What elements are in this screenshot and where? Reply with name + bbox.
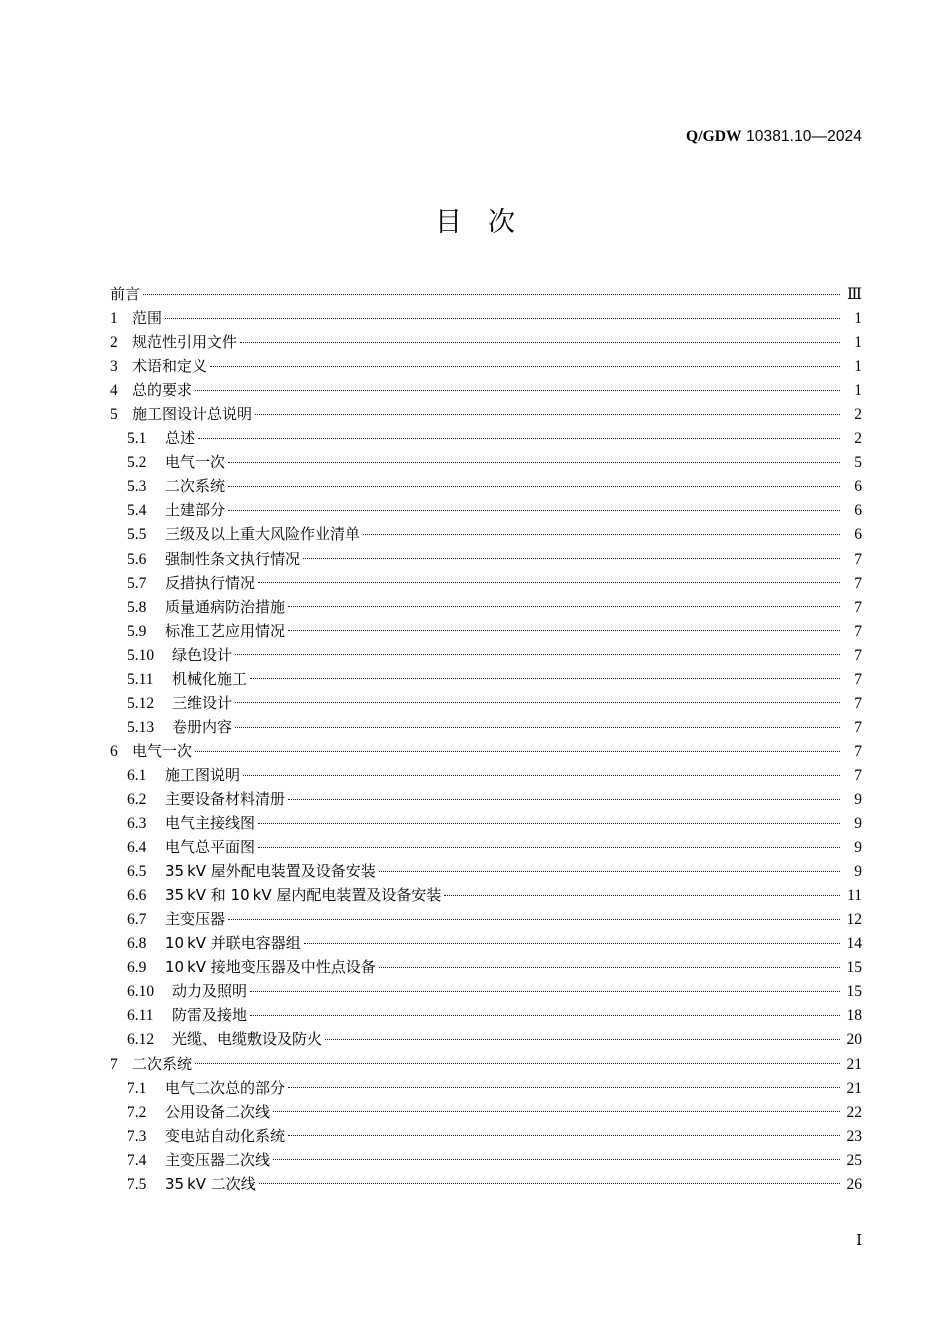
toc-entry-number: 5.5 xyxy=(127,526,147,544)
toc-entry-page: 21 xyxy=(846,1079,862,1097)
toc-entry[interactable] xyxy=(110,956,862,980)
toc-entry-page: 26 xyxy=(846,1175,862,1193)
document-header xyxy=(88,128,862,146)
toc-entry-page: 7 xyxy=(854,694,862,712)
toc-entry-label: 变电站自动化系统 xyxy=(165,1126,286,1145)
toc-leader-dots xyxy=(379,861,840,877)
toc-entry-number: 5.11 xyxy=(127,670,154,688)
toc-entry[interactable] xyxy=(110,475,862,499)
toc-entry-page: 6 xyxy=(854,478,862,496)
toc-leader-dots xyxy=(210,356,840,372)
toc-entry-label: 主变压器 xyxy=(165,910,226,929)
toc-entry[interactable] xyxy=(110,644,862,668)
toc-entry-label: 反措执行情况 xyxy=(165,573,256,592)
toc-entry[interactable] xyxy=(110,1053,862,1077)
toc-leader-dots xyxy=(235,644,840,660)
toc-entry-label: 10 kV 接地变压器及中性点设备 xyxy=(165,958,376,977)
toc-entry-label: 35 kV 和 10 kV 屋内配电装置及设备安装 xyxy=(165,886,442,905)
toc-leader-dots xyxy=(363,524,840,540)
toc-leader-dots xyxy=(259,1173,840,1189)
toc-entry[interactable] xyxy=(110,908,862,932)
toc-entry-number: 6.1 xyxy=(127,766,147,784)
toc-entry-label: 施工图设计总说明 xyxy=(132,405,253,424)
toc-entry-label: 施工图说明 xyxy=(165,765,241,784)
toc-entry[interactable] xyxy=(110,283,862,307)
toc-leader-dots xyxy=(235,716,840,732)
toc-entry[interactable] xyxy=(110,331,862,355)
toc-entry-number: 6.5 xyxy=(127,863,147,881)
toc-entry[interactable] xyxy=(110,716,862,740)
toc-entry-label: 土建部分 xyxy=(165,501,226,520)
toc-entry-number: 7.2 xyxy=(127,1103,147,1121)
toc-entry-number: 5.3 xyxy=(127,478,147,496)
toc-entry[interactable] xyxy=(110,572,862,596)
toc-entry-label: 主变压器二次线 xyxy=(165,1150,271,1169)
toc-entry-label: 绿色设计 xyxy=(172,645,233,664)
toc-entry-label: 强制性条文执行情况 xyxy=(165,549,301,568)
toc-entry-page: 14 xyxy=(846,935,862,953)
toc-entry-label: 范围 xyxy=(132,309,163,328)
toc-entry[interactable] xyxy=(110,860,862,884)
toc-entry-number: 5.13 xyxy=(127,718,155,736)
toc-entry-label: 质量通病防治措施 xyxy=(165,597,286,616)
toc-entry-page: 1 xyxy=(854,358,862,376)
toc-entry-page: 21 xyxy=(846,1055,862,1073)
toc-entry[interactable] xyxy=(110,932,862,956)
toc-leader-dots xyxy=(288,620,840,636)
toc-entry-number: 5.2 xyxy=(127,454,147,472)
toc-leader-dots xyxy=(228,452,840,468)
toc-entry-number: 2 xyxy=(110,334,118,352)
toc-entry-number: 5.7 xyxy=(127,574,147,592)
toc-entry-number: 6 xyxy=(110,742,118,760)
toc-entry-label: 公用设备二次线 xyxy=(165,1102,271,1121)
toc-entry-number: 7.3 xyxy=(127,1127,147,1145)
toc-entry-label: 动力及照明 xyxy=(172,982,248,1001)
toc-leader-dots xyxy=(165,308,840,324)
standard-brand: Q/GDW xyxy=(686,128,742,145)
toc-leader-dots xyxy=(379,957,840,973)
toc-entry-page: 7 xyxy=(854,598,862,616)
toc-leader-dots xyxy=(288,1125,840,1141)
toc-leader-dots xyxy=(288,1077,840,1093)
toc-entry[interactable] xyxy=(110,764,862,788)
toc-leader-dots xyxy=(228,500,840,516)
toc-entry-number: 5 xyxy=(110,406,118,424)
toc-entry[interactable] xyxy=(110,1125,862,1149)
toc-entry-label: 电气主接线图 xyxy=(165,814,256,833)
toc-entry-label: 总的要求 xyxy=(132,381,193,400)
toc-entry-label: 电气一次 xyxy=(132,741,193,760)
toc-entry[interactable] xyxy=(110,788,862,812)
toc-leader-dots xyxy=(243,764,840,780)
toc-leader-dots xyxy=(240,332,840,348)
toc-entry-number: 6.10 xyxy=(127,983,155,1001)
toc-entry-number: 7.4 xyxy=(127,1151,147,1169)
toc-leader-dots xyxy=(288,788,840,804)
toc-entry-page: 20 xyxy=(846,1031,862,1049)
toc-entry-page: 7 xyxy=(854,550,862,568)
toc-entry[interactable] xyxy=(110,451,862,475)
toc-entry-page: 7 xyxy=(854,574,862,592)
toc-entry[interactable] xyxy=(110,355,862,379)
toc-entry-label: 规范性引用文件 xyxy=(132,333,238,352)
toc-leader-dots xyxy=(325,1029,840,1045)
toc-entry-number: 6.6 xyxy=(127,887,147,905)
toc-entry[interactable] xyxy=(110,1028,862,1052)
toc-entry-page: 6 xyxy=(854,526,862,544)
toc-entry-number: 6.2 xyxy=(127,790,147,808)
toc-leader-dots xyxy=(273,1149,840,1165)
toc-entry-page: 2 xyxy=(854,430,862,448)
toc-entry-number: 7.5 xyxy=(127,1175,147,1193)
toc-entry-number: 4 xyxy=(110,382,118,400)
toc-entry-label: 标准工艺应用情况 xyxy=(165,621,286,640)
toc-entry-number: 6.3 xyxy=(127,815,147,833)
toc-entry-number: 5.12 xyxy=(127,694,155,712)
toc-entry[interactable] xyxy=(110,499,862,523)
toc-leader-dots xyxy=(195,380,840,396)
toc-entry[interactable] xyxy=(110,620,862,644)
standard-code: 10381.10—2024 xyxy=(741,128,862,145)
toc-entry-page: 5 xyxy=(854,454,862,472)
toc-entry[interactable] xyxy=(110,1077,862,1101)
toc-entry[interactable] xyxy=(110,668,862,692)
page-footer: Ⅰ xyxy=(856,1233,862,1249)
toc-entry[interactable] xyxy=(110,1004,862,1028)
toc-entry-label: 35 kV 二次线 xyxy=(165,1174,256,1193)
toc-entry-number: 6.8 xyxy=(127,935,147,953)
toc-entry-number: 5.8 xyxy=(127,598,147,616)
toc-entry-page: 7 xyxy=(854,718,862,736)
toc-entry-number: 7.1 xyxy=(127,1079,147,1097)
toc-entry-label: 电气一次 xyxy=(165,453,226,472)
toc-entry-page: 7 xyxy=(854,622,862,640)
toc-entry-number: 5.9 xyxy=(127,622,147,640)
toc-entry-number: 3 xyxy=(110,358,118,376)
toc-entry-page: 9 xyxy=(854,815,862,833)
toc-leader-dots xyxy=(304,933,840,949)
toc-leader-dots xyxy=(143,284,840,300)
toc-entry-page: 11 xyxy=(847,887,862,905)
toc-entry-page: 22 xyxy=(846,1103,862,1121)
toc-entry-page: 23 xyxy=(846,1127,862,1145)
toc-entry-label: 二次系统 xyxy=(132,1054,193,1073)
toc-entry[interactable] xyxy=(110,523,862,547)
toc-entry-number: 6.4 xyxy=(127,839,147,857)
toc-entry-number: 6.9 xyxy=(127,959,147,977)
toc-entry-label: 三维设计 xyxy=(172,693,233,712)
toc-entry-label: 三级及以上重大风险作业清单 xyxy=(165,525,361,544)
toc-entry[interactable] xyxy=(110,548,862,572)
toc-entry[interactable] xyxy=(110,1101,862,1125)
toc-leader-dots xyxy=(195,1053,840,1069)
toc-entry-page: 9 xyxy=(854,790,862,808)
toc-entry-label: 卷册内容 xyxy=(172,717,233,736)
toc-leader-dots xyxy=(258,837,840,853)
toc-entry-label: 术语和定义 xyxy=(132,357,208,376)
toc-entry-label: 主要设备材料清册 xyxy=(165,789,286,808)
toc-entry-page: Ⅲ xyxy=(847,286,862,303)
toc-entry-number: 5.1 xyxy=(127,430,147,448)
toc-entry-number: 5.4 xyxy=(127,502,147,520)
toc-entry[interactable] xyxy=(110,740,862,764)
toc-entry-number: 6.11 xyxy=(127,1007,154,1025)
toc-leader-dots xyxy=(258,813,840,829)
toc-entry-page: 9 xyxy=(854,863,862,881)
toc-entry-label: 光缆、电缆敷设及防火 xyxy=(172,1030,323,1049)
toc-entry-label: 总述 xyxy=(165,429,196,448)
toc-entry[interactable] xyxy=(110,427,862,451)
toc-entry-page: 7 xyxy=(854,766,862,784)
toc-entry-page: 12 xyxy=(846,911,862,929)
toc-entry-label: 电气二次总的部分 xyxy=(165,1078,286,1097)
toc-entry-page: 7 xyxy=(854,670,862,688)
toc-entry-page: 7 xyxy=(854,742,862,760)
toc-entry-page: 15 xyxy=(846,983,862,1001)
toc-entry-page: 1 xyxy=(854,382,862,400)
page-title: 目次 xyxy=(435,207,541,238)
toc-entry[interactable] xyxy=(110,692,862,716)
toc-leader-dots xyxy=(288,596,840,612)
toc-leader-dots xyxy=(228,909,840,925)
toc-entry-page: 1 xyxy=(854,310,862,328)
toc-entry-page: 7 xyxy=(854,646,862,664)
toc-leader-dots xyxy=(195,740,840,756)
toc-entry-number: 5.6 xyxy=(127,550,147,568)
toc-entry-number: 7 xyxy=(110,1055,118,1073)
toc-entry-label: 防雷及接地 xyxy=(172,1006,248,1025)
toc-entry[interactable] xyxy=(110,1173,862,1197)
toc-entry[interactable] xyxy=(110,307,862,331)
toc-leader-dots xyxy=(235,692,840,708)
toc-leader-dots xyxy=(198,428,840,444)
toc-entry-number: 6.7 xyxy=(127,911,147,929)
toc-entry[interactable] xyxy=(110,980,862,1004)
toc-leader-dots xyxy=(255,404,840,420)
toc-leader-dots xyxy=(273,1101,840,1117)
toc-entry[interactable] xyxy=(110,836,862,860)
toc-entry-number: 5.10 xyxy=(127,646,155,664)
table-of-contents xyxy=(110,283,862,1197)
toc-leader-dots xyxy=(250,981,840,997)
toc-entry[interactable] xyxy=(110,379,862,403)
toc-entry-label: 机械化施工 xyxy=(172,669,248,688)
toc-entry-page: 9 xyxy=(854,839,862,857)
toc-leader-dots xyxy=(258,572,840,588)
toc-entry[interactable] xyxy=(110,1149,862,1173)
toc-leader-dots xyxy=(250,668,840,684)
toc-leader-dots xyxy=(228,476,840,492)
toc-entry-label: 电气总平面图 xyxy=(165,838,256,857)
toc-entry-label: 前言 xyxy=(110,285,141,303)
toc-entry-label: 35 kV 屋外配电装置及设备安装 xyxy=(165,862,376,881)
toc-entry-number: 1 xyxy=(110,310,118,328)
toc-entry-page: 15 xyxy=(846,959,862,977)
toc-entry-label: 二次系统 xyxy=(165,477,226,496)
toc-entry-page: 1 xyxy=(854,334,862,352)
toc-entry-number: 6.12 xyxy=(127,1031,155,1049)
toc-entry-page: 6 xyxy=(854,502,862,520)
toc-leader-dots xyxy=(303,548,840,564)
toc-leader-dots xyxy=(250,1005,840,1021)
toc-entry[interactable] xyxy=(110,596,862,620)
toc-entry-label: 10 kV 并联电容器组 xyxy=(165,934,301,953)
toc-entry[interactable] xyxy=(110,884,862,908)
toc-entry-page: 2 xyxy=(854,406,862,424)
toc-leader-dots xyxy=(444,885,840,901)
toc-entry-page: 25 xyxy=(846,1151,862,1169)
toc-entry[interactable] xyxy=(110,403,862,427)
toc-entry-page: 18 xyxy=(846,1007,862,1025)
toc-entry[interactable] xyxy=(110,812,862,836)
